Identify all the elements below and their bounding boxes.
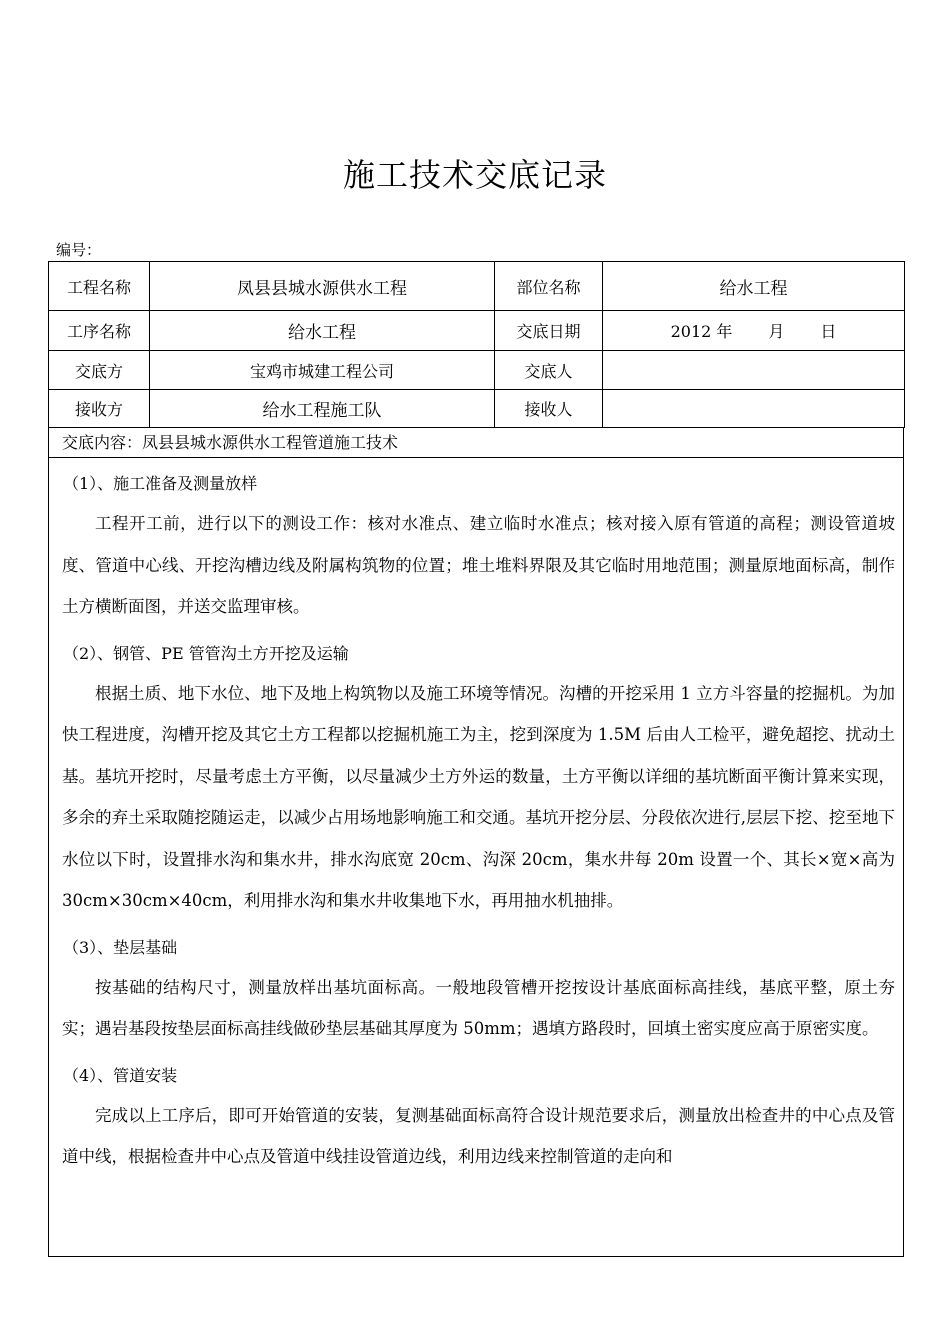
document-number-label: 编号：	[56, 241, 102, 259]
table-row	[49, 390, 905, 428]
giver-value: 宝鸡市城建工程公司	[150, 351, 495, 390]
section-heading-1: （1）、施工准备及测量放样	[63, 474, 258, 493]
section-text-1: 工程开工前，进行以下的测设工作：核对水准点、建立临时水准点；核对接入原有管道的高程；测设管道坡度、管道中心线、开挖沟槽边线及附属构筑物的位置；堆土堆料界限及其它临时用地范围；测量原地面标高，制作土方横断面图，并送交监理审核。	[62, 514, 895, 616]
process-name-label: 工序名称	[49, 311, 150, 351]
info-table	[48, 261, 905, 428]
receiver-value: 给水工程施工队	[150, 390, 495, 428]
section-heading-4: （4）、管道安装	[63, 1065, 178, 1085]
date-year: 2012 年	[670, 322, 733, 341]
document-title: 施工技术交底记录	[342, 156, 607, 194]
table-row	[49, 262, 905, 311]
section-text-2: 根据土质、地下水位、地下及地上构筑物以及施工环境等情况。沟槽的开挖采用 1 立方斗容量的挖掘机。为加快工程进度，沟槽开挖及其它土方工程都以挖掘机施工为主，挖到深度为 1.5M 后由人工检平，避免超挖、扰动土基。基坑开挖时，尽量考虑土方平衡，以尽量减少土方外运的数量，土方平衡以详细的基坑断面平衡计算来实现，多余的弃土采取随挖随运走，以减少占用场地影响施工和交通。基坑开挖分层、分段依次进行,层层下挖、挖至地下水位以下时，设置排水沟和集水井，排水沟底宽 20cm、沟深 20cm，集水井每 20m 设置一个、其长×宽×高为 30cm×30cm×40cm，利用排水沟和集水井收集地下水，再用抽水机抽排。	[62, 683, 895, 910]
giver-label: 交底方	[49, 351, 150, 390]
section-text-3: 按基础的结构尺寸，测量放样出基坑面标高。一般地段管槽开挖按设计基底面标高挂线，基底平整，原土夯实；遇岩基段按垫层面标高挂线做砂垫层基础其厚度为 50mm；遇填方路段时，回填土密实度应高于原密实度。	[62, 977, 895, 1038]
part-name-value: 给水工程	[603, 262, 905, 311]
giver-person-label: 交底人	[495, 351, 603, 390]
process-name-value: 给水工程	[150, 311, 495, 351]
date-value	[603, 311, 905, 351]
receiver-person-value	[603, 390, 905, 428]
content-header: 交底内容：凤县县城水源供水工程管道施工技术	[49, 428, 903, 458]
project-name-label: 工程名称	[49, 262, 150, 311]
table-row	[49, 311, 905, 351]
project-name-value: 凤县县城水源供水工程	[150, 262, 495, 311]
date-label: 交底日期	[495, 311, 603, 351]
section-text-4: 完成以上工序后，即可开始管道的安装，复测基础面标高符合设计规范要求后，测量放出检查井的中心点及管道中线，根据检查井中心点及管道中线挂设管道边线，利用边线来控制管道的走向和	[62, 1105, 895, 1166]
date-day: 日	[820, 322, 837, 341]
date-month: 月	[768, 322, 785, 341]
receiver-person-label: 接收人	[495, 390, 603, 428]
section-heading-3: （3）、垫层基础	[63, 937, 178, 957]
receiver-label: 接收方	[49, 390, 150, 428]
disclosure-content	[48, 427, 904, 1257]
section-heading-2: （2）、钢管、PE 管管沟土方开挖及运输	[63, 643, 349, 663]
giver-person-value	[603, 351, 905, 390]
content-body	[49, 471, 903, 1178]
part-name-label: 部位名称	[495, 262, 603, 311]
table-row	[49, 351, 905, 390]
